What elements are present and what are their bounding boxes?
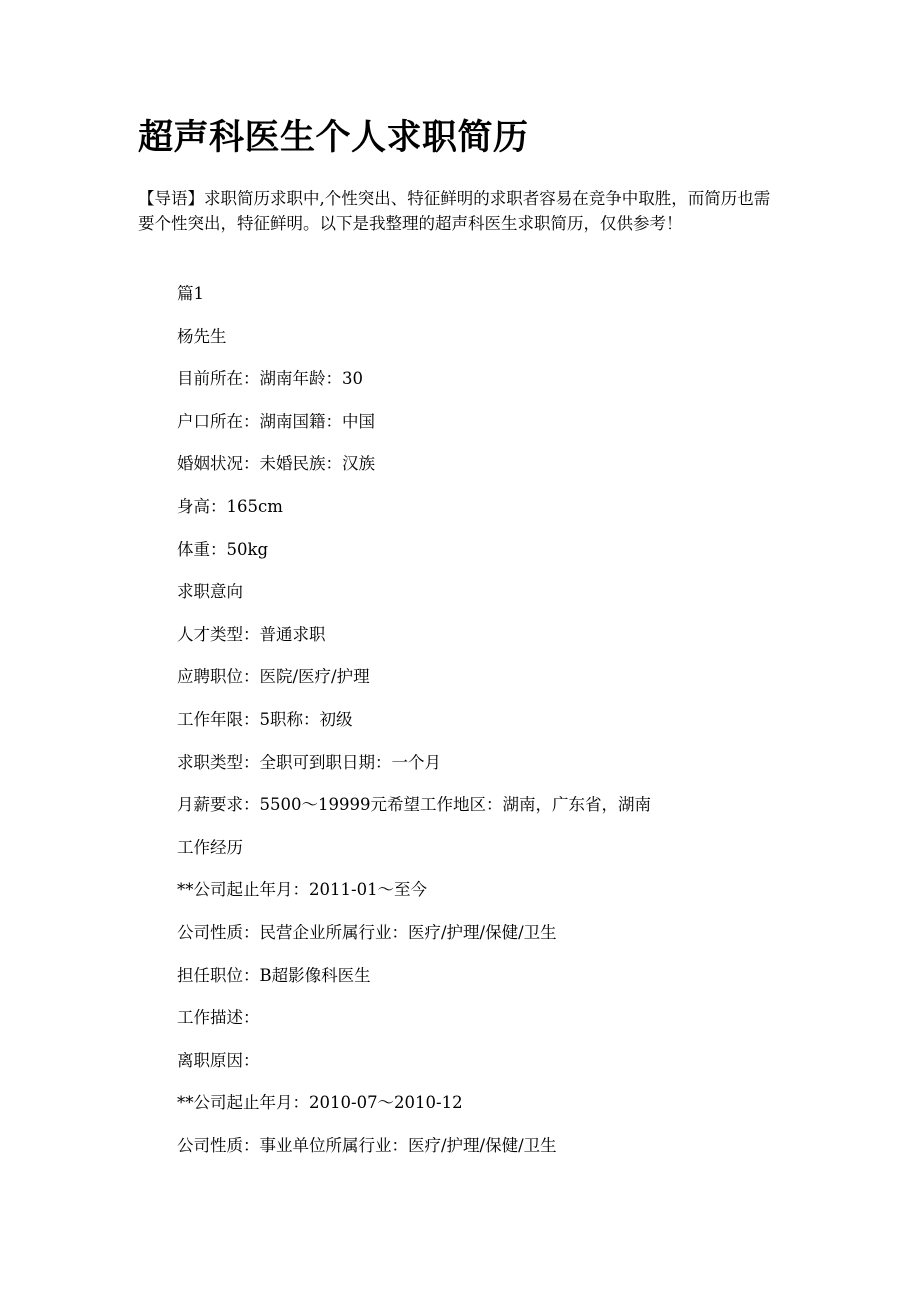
info-line-hukou-nationality: 户口所在：湖南国籍：中国 <box>177 411 375 431</box>
info-line-talent-type: 人才类型：普通求职 <box>177 624 326 644</box>
experience-1-description: 工作描述： <box>177 1008 260 1028</box>
candidate-name: 杨先生 <box>177 326 227 346</box>
info-line-height: 身高：165cm <box>177 496 283 516</box>
info-line-location-age: 目前所在：湖南年龄：30 <box>177 369 363 389</box>
experience-2-nature-industry: 公司性质：事业单位所属行业：医疗/护理/保健/卫生 <box>177 1135 557 1155</box>
section-heading-job-intention: 求职意向 <box>177 582 243 602</box>
experience-2-company-dates: **公司起止年月：2010-07～2010-12 <box>177 1093 463 1113</box>
section-heading-work-experience: 工作经历 <box>177 837 243 857</box>
info-line-job-type-start: 求职类型：全职可到职日期：一个月 <box>177 752 441 772</box>
info-line-weight: 体重：50kg <box>177 539 269 559</box>
document-title: 超声科医生个人求职简历 <box>138 117 529 158</box>
info-line-salary-region: 月薪要求：5500～19999元希望工作地区：湖南，广东省，湖南 <box>177 795 651 815</box>
experience-1-nature-industry: 公司性质：民营企业所属行业：医疗/护理/保健/卫生 <box>177 922 557 942</box>
resume-lines <box>177 282 651 1176</box>
intro-paragraph: 【导语】求职简历求职中,个性突出、特征鲜明的求职者容易在竞争中取胜，而简历也需要个性突出，特征鲜明。以下是我整理的超声科医生求职简历，仅供参考！ <box>138 189 771 233</box>
info-line-marital-ethnicity: 婚姻状况：未婚民族：汉族 <box>177 454 375 474</box>
experience-1-position: 担任职位：B超影像科医生 <box>177 965 371 985</box>
info-line-position: 应聘职位：医院/医疗/护理 <box>177 667 370 687</box>
section-label-part-1: 篇1 <box>177 284 204 303</box>
experience-1-company-dates: **公司起止年月：2011-01～至今 <box>177 880 428 900</box>
info-line-years-title: 工作年限：5职称：初级 <box>177 709 353 729</box>
experience-1-leaving-reason: 离职原因： <box>177 1050 260 1070</box>
